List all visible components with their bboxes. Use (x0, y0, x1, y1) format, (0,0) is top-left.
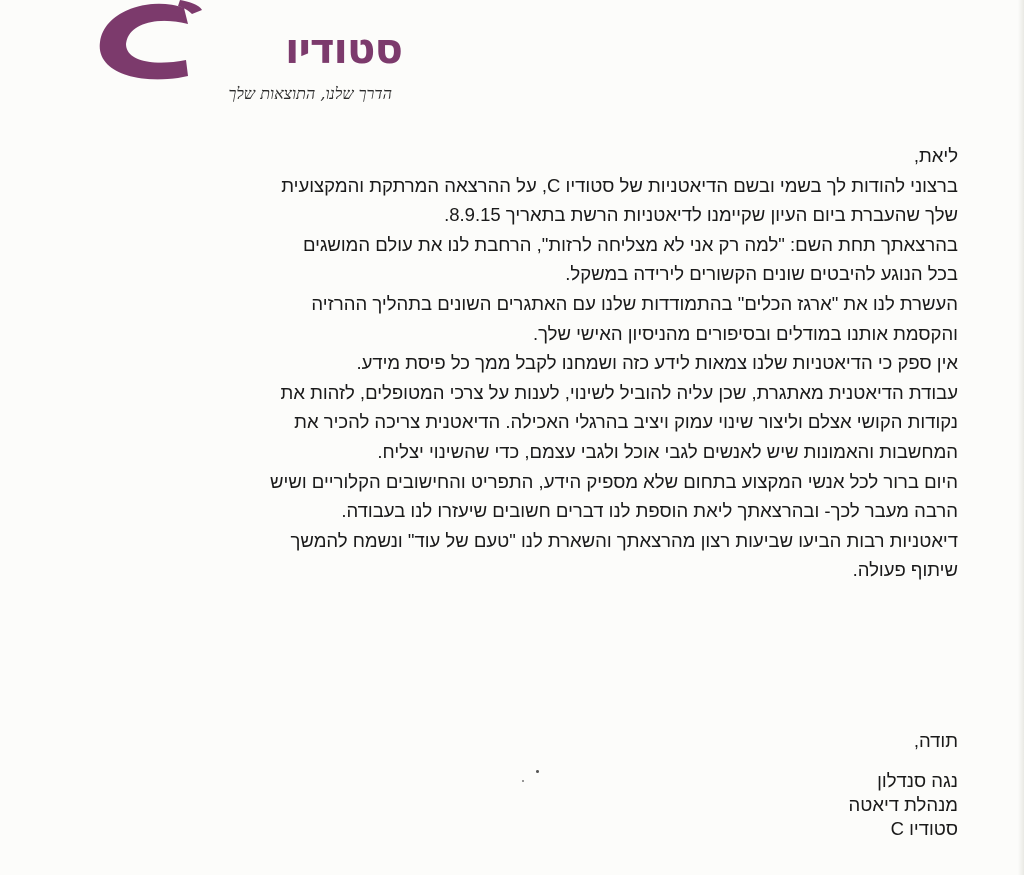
letter-line: שיתוף פעולה. (852, 559, 958, 581)
page-edge-shadow (1018, 0, 1024, 875)
letter-line: העשרת לנו את "ארגז הכלים" בהתמודדות שלנו עם האתגרים השונים בתהליך ההרזיה (311, 292, 958, 314)
letter-line: היום ברור לכל אנשי המקצוע בתחום שלא מספיק הידע, התפריט והחישובים הקלוריים ושיש (270, 470, 958, 492)
letter-line: אין ספק כי הדיאטניות שלנו צמאות לידע כזה ושמחנו לקבל ממך כל פיסת מידע. (356, 352, 958, 374)
letter-line: נקודות הקושי אצלם וליצור שינוי עמוק ויציב בהרגלי האכילה. הדיאטנית צריכה להכיר את (294, 411, 958, 433)
letter-line: שלך שהעברת ביום העיון שקיימנו לדיאטניות הרשת בתאריך 8.9.15. (444, 204, 958, 226)
letter-line: בכל הנוגע להיבטים שונים הקשורים לירידה במשקל. (565, 263, 958, 285)
letter-line: המחשבות והאמונות שיש לאנשים לגבי אוכל ולגבי עצמם, כדי שהשינוי יצליח. (377, 440, 958, 462)
letter-line: בהרצאתך תחת השם: "למה רק אני לא מצליחה לרזות", הרחבת לנו את עולם המושגים (302, 233, 958, 255)
letter-line: עבודת הדיאטנית מאתגרת, שכן עליה להוביל לשינוי, לענות על צרכי המטופלים, לזהות את (280, 381, 958, 403)
salutation: ליאת, (913, 145, 958, 166)
letter-line: הרבה מעבר לכך- ובהרצאתך ליאת הוספת לנו דברים חשובים שיעזרו לנו בעבודה. (341, 500, 958, 522)
letter-line: דיאטניות רבות הביעו שביעות רצון מהרצאתך והשארת לנו "טעם של עוד" ונשמח להמשך (290, 529, 958, 551)
logo-name: סטודיו (285, 24, 402, 73)
scan-speck (536, 770, 539, 773)
signature-block (700, 729, 958, 841)
logo-tagline: הדרך שלנו, התוצאות שלך (228, 84, 392, 103)
letter-line: ברצוני להודות לך בשמי ובשם הדיאטניות של סטודיו C, על ההרצאה המרתקת והמקצועית (281, 174, 958, 196)
signer-company: סטודיו C (890, 818, 958, 839)
letter-line: והקסמת אותנו במודלים ובסיפורים מהניסיון האישי שלך. (533, 322, 958, 344)
scan-speck (522, 780, 524, 782)
signer-title: מנהלת דיאטה (848, 794, 958, 815)
letter-body (70, 141, 958, 585)
closing: תודה, (913, 730, 958, 751)
signer-name: נגה סנדלון (877, 770, 958, 791)
studio-c-logo (92, 0, 402, 112)
